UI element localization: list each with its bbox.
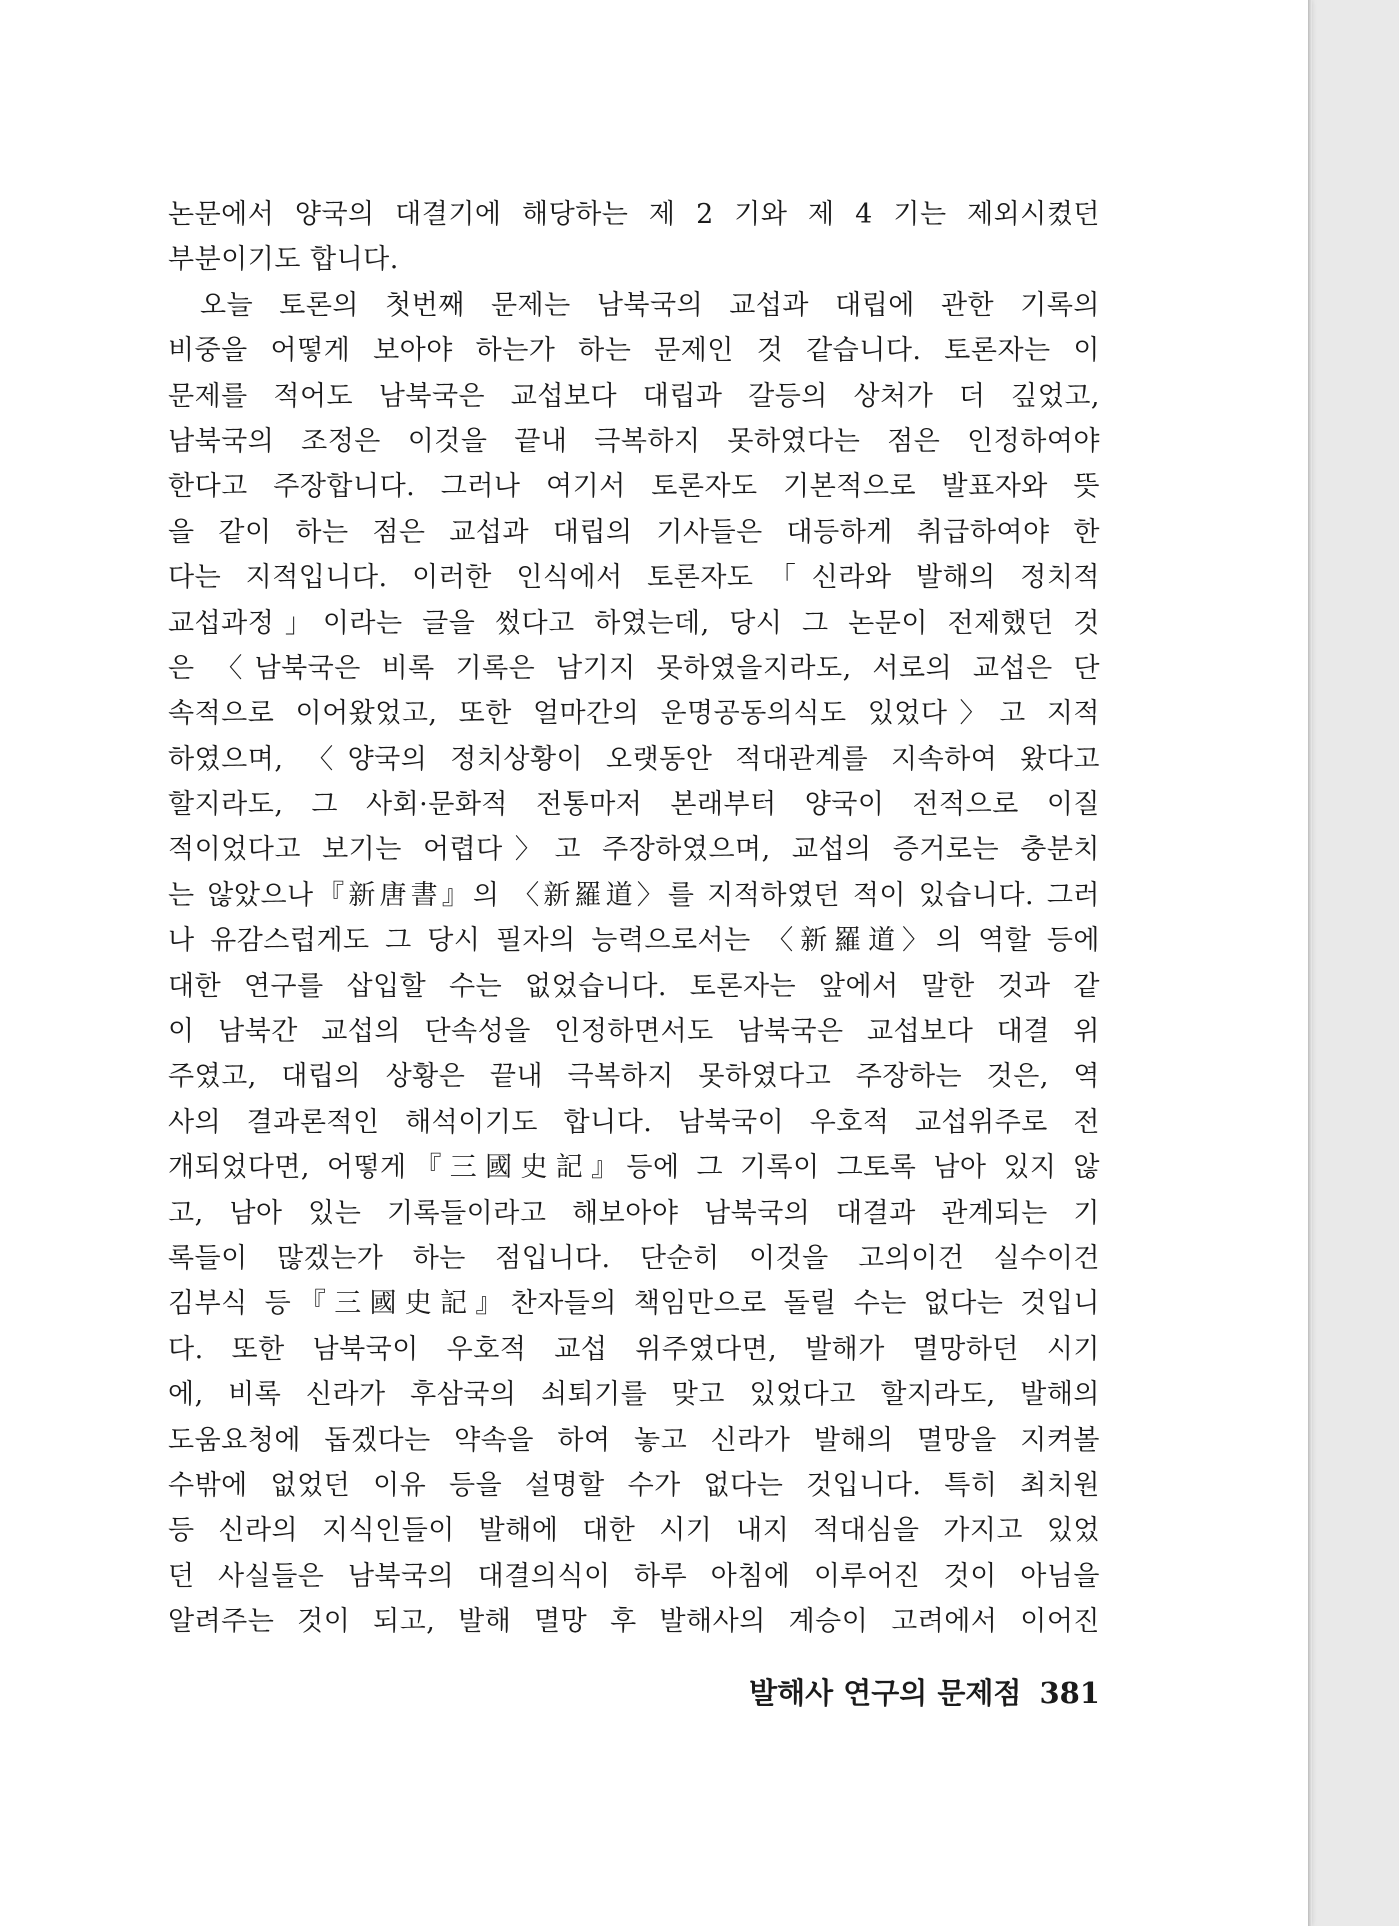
text-line: 사의 결과론적인 해석이기도 합니다. 남북국이 우호적 교섭위주로 전: [168, 1106, 1100, 1138]
text-line: 고, 남아 있는 기록들이라고 해보아야 남북국의 대결과 관계되는 기: [168, 1197, 1100, 1229]
text-line: 는 않았으나『新唐書』의 〈新羅道〉를 지적하였던 적이 있습니다. 그러: [168, 879, 1100, 911]
text-line: 도움요청에 돕겠다는 약속을 하여 놓고 신라가 발해의 멸망을 지켜볼: [168, 1424, 1100, 1456]
text-line: 다. 또한 남북국이 우호적 교섭 위주였다면, 발해가 멸망하던 시기: [168, 1333, 1100, 1365]
text-line: 던 사실들은 남북국의 대결의식이 하루 아침에 이루어진 것이 아님을: [168, 1560, 1100, 1592]
text-line: 속적으로 이어왔었고, 또한 얼마간의 운명공동의식도 있었다〉고 지적: [168, 698, 1100, 730]
text-line: 주였고, 대립의 상황은 끝내 극복하지 못하였다고 주장하는 것은, 역: [168, 1061, 1100, 1093]
text-line: 논문에서 양국의 대결기에 해당하는 제 2 기와 제 4 기는 제외시켰던: [168, 199, 1100, 230]
text-line: 교섭과정」이라는 글을 썼다고 하였는데, 당시 그 논문이 전제했던 것: [168, 607, 1100, 639]
text-line: 이 남북간 교섭의 단속성을 인정하면서도 남북국은 교섭보다 대결 위: [168, 1016, 1100, 1048]
text-line: 오늘 토론의 첫번째 문제는 남북국의 교섭과 대립에 관한 기록의: [200, 289, 1100, 321]
text-line: 나 유감스럽게도 그 당시 필자의 능력으로서는 〈新羅道〉의 역할 등에: [168, 925, 1100, 957]
text-line: 은 〈남북국은 비록 기록은 남기지 못하였을지라도, 서로의 교섭은 단: [168, 652, 1100, 684]
text-line: 문제를 적어도 남북국은 교섭보다 대립과 갈등의 상처가 더 깊었고,: [168, 380, 1100, 412]
text-line: 할지라도, 그 사회·문화적 전통마저 본래부터 양국이 전적으로 이질: [168, 789, 1100, 821]
body-text: [168, 192, 1100, 1645]
text-line: 한다고 주장합니다. 그러나 여기서 토론자도 기본적으로 발표자와 뜻: [168, 471, 1100, 503]
text-line: 알려주는 것이 되고, 발해 멸망 후 발해사의 계승이 고려에서 이어진: [168, 1606, 1100, 1638]
page-edge-shadow: [1308, 0, 1312, 1926]
text-line: 비중을 어떻게 보아야 하는가 하는 문제인 것 같습니다. 토론자는 이: [168, 335, 1100, 367]
page-number: 381: [1039, 1676, 1100, 1710]
text-line: 김부식 등『三國史記』찬자들의 책임만으로 돌릴 수는 없다는 것입니: [168, 1288, 1100, 1320]
text-line: 등 신라의 지식인들이 발해에 대한 시기 내지 적대심을 가지고 있었: [168, 1515, 1100, 1547]
text-line: 록들이 많겠는가 하는 점입니다. 단순히 이것을 고의이건 실수이건: [168, 1242, 1100, 1274]
running-title: 발해사 연구의 문제점: [749, 1676, 1022, 1710]
text-line: 수밖에 없었던 이유 등을 설명할 수가 없다는 것입니다. 특히 최치원: [168, 1469, 1100, 1501]
text-line: 하였으며, 〈양국의 정치상황이 오랫동안 적대관계를 지속하여 왔다고: [168, 743, 1100, 775]
text-line: 적이었다고 보기는 어렵다〉고 주장하였으며, 교섭의 증거로는 충분치: [168, 834, 1100, 866]
text-line: 에, 비록 신라가 후삼국의 쇠퇴기를 맞고 있었다고 할지라도, 발해의: [168, 1379, 1100, 1411]
text-line: 대한 연구를 삽입할 수는 없었습니다. 토론자는 앞에서 말한 것과 같: [168, 970, 1100, 1002]
text-line: 을 같이 하는 점은 교섭과 대립의 기사들은 대등하게 취급하여야 한: [168, 516, 1100, 548]
text-line: 부분이기도 합니다.: [168, 244, 399, 276]
text-line: 다는 지적입니다. 이러한 인식에서 토론자도「신라와 발해의 정치적: [168, 562, 1100, 594]
page-footer: [700, 1671, 1100, 1712]
text-line: 개되었다면, 어떻게『三國史記』등에 그 기록이 그토록 남아 있지 않: [168, 1152, 1100, 1184]
text-line: 남북국의 조정은 이것을 끝내 극복하지 못하였다는 점은 인정하여야: [168, 425, 1100, 457]
